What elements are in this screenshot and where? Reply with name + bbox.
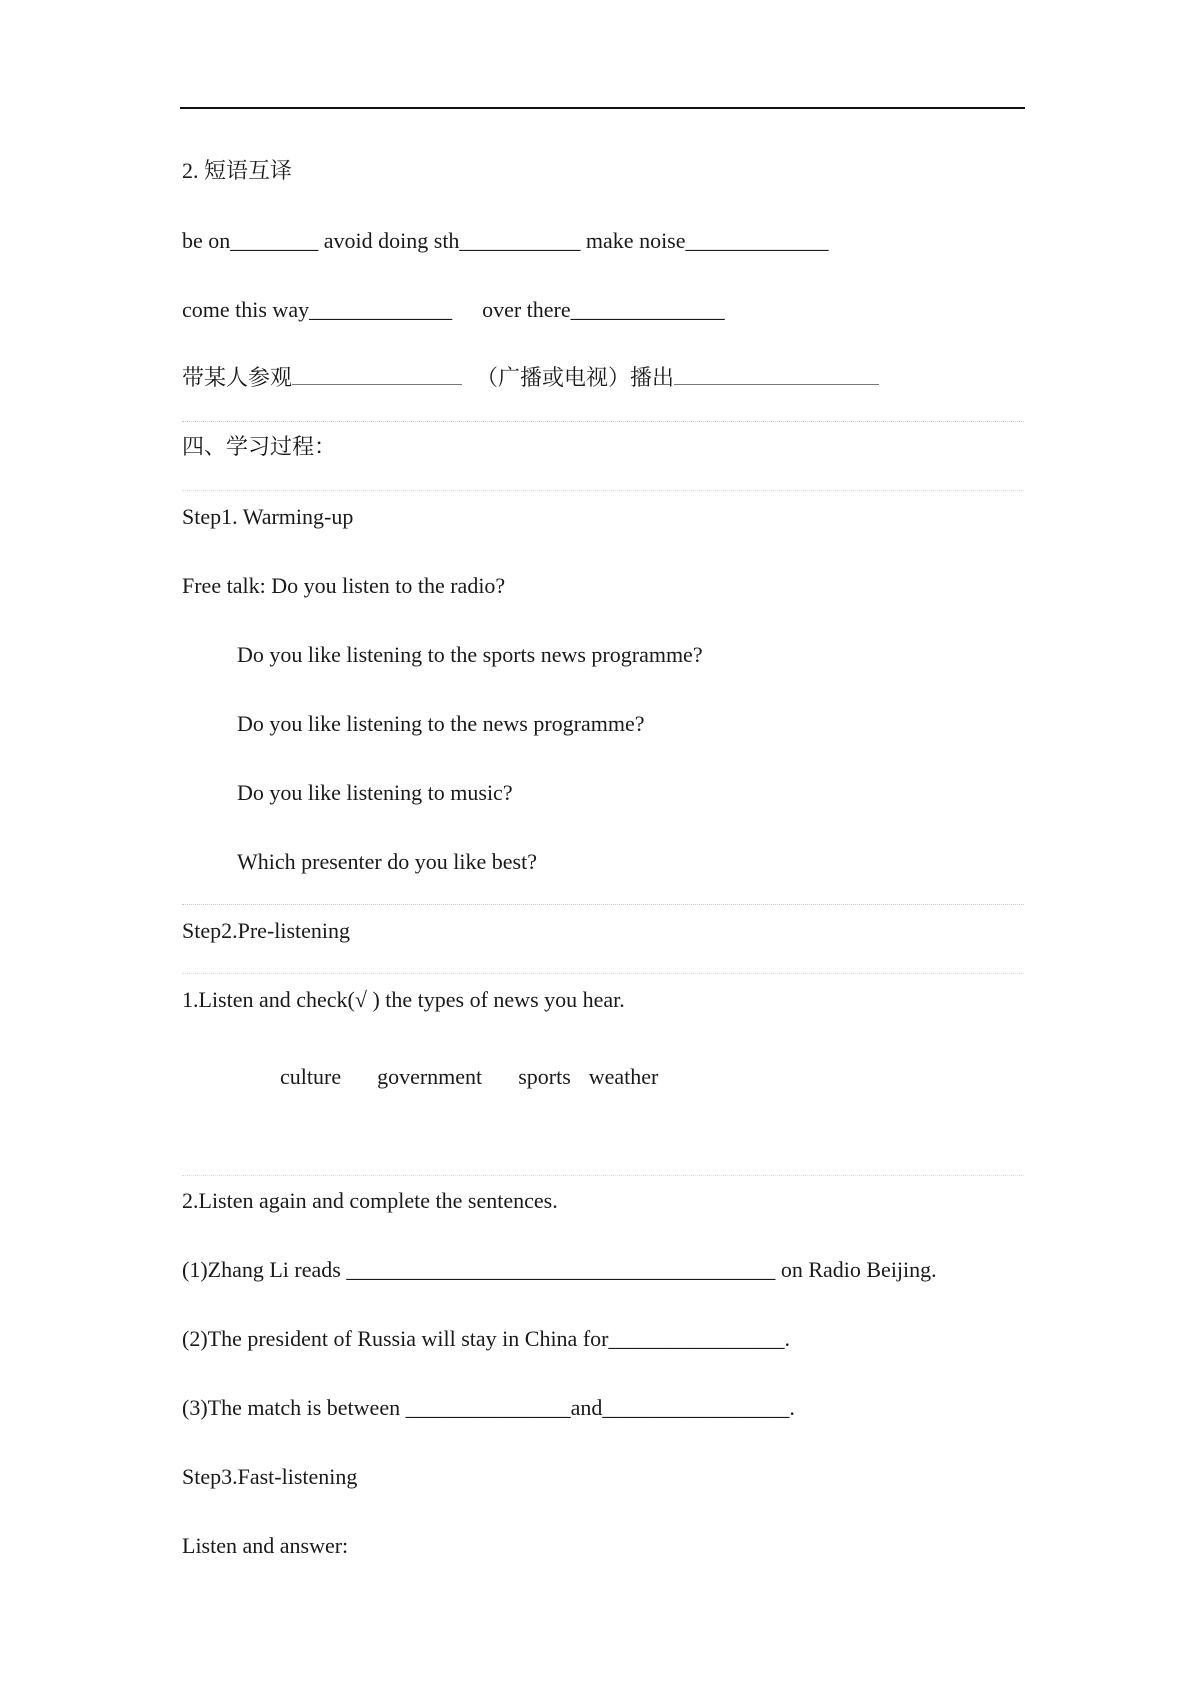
complete-sentence: (2)The president of Russia will stay in China for________________. [182, 1326, 790, 1351]
learning-process-heading: 四、学习过程： [182, 434, 337, 459]
top-rule [180, 107, 1025, 109]
step3-heading: Step3.Fast-listening [182, 1464, 358, 1489]
warmup-question: Do you like listening to the sports news programme? [237, 642, 703, 667]
option-sports[interactable]: sports [518, 1064, 571, 1089]
phrase-show-around: 带某人参观 [182, 365, 293, 390]
warmup-question: Which presenter do you like best? [237, 849, 537, 874]
step1-heading: Step1. Warming-up [182, 504, 354, 529]
complete-sentence: (3)The match is between _______________and_________________. [182, 1395, 795, 1420]
warmup-question: Do you like listening to music? [237, 780, 513, 805]
phrase-row-3 [182, 363, 879, 393]
option-culture[interactable]: culture [280, 1064, 342, 1089]
phrase-broadcast: （广播或电视）播出 [476, 365, 675, 390]
free-talk-question: Free talk: Do you listen to the radio? [182, 573, 506, 598]
phrase-come-this-way: come this way_____________ [182, 297, 453, 322]
dotted-divider [182, 421, 1024, 422]
news-type-options [280, 1062, 658, 1092]
complete-sentence: (1)Zhang Li reads _______________________________________ on Radio Beijing. [182, 1257, 937, 1282]
listen-check-task: 1.Listen and check(√ ) the types of news you hear. [182, 987, 625, 1012]
dotted-divider [182, 973, 1024, 974]
phrase-row-1: be on________ avoid doing sth___________ make noise_____________ [182, 228, 829, 253]
step2-heading: Step2.Pre-listening [182, 918, 351, 943]
warmup-question: Do you like listening to the news programme? [237, 711, 645, 736]
answer-blank[interactable] [674, 364, 879, 385]
dotted-divider [182, 490, 1024, 491]
dotted-divider [182, 904, 1024, 905]
answer-blank[interactable] [292, 364, 462, 385]
option-weather[interactable]: weather [588, 1064, 659, 1089]
listen-answer-task: Listen and answer: [182, 1533, 349, 1558]
phrase-row-2 [182, 295, 725, 325]
phrase-over-there: over there______________ [482, 297, 725, 322]
option-government[interactable]: government [377, 1064, 483, 1089]
listen-complete-task: 2.Listen again and complete the sentences. [182, 1188, 558, 1213]
dotted-divider [182, 1175, 1024, 1176]
phrase-translation-heading: 2. 短语互译 [182, 158, 293, 183]
